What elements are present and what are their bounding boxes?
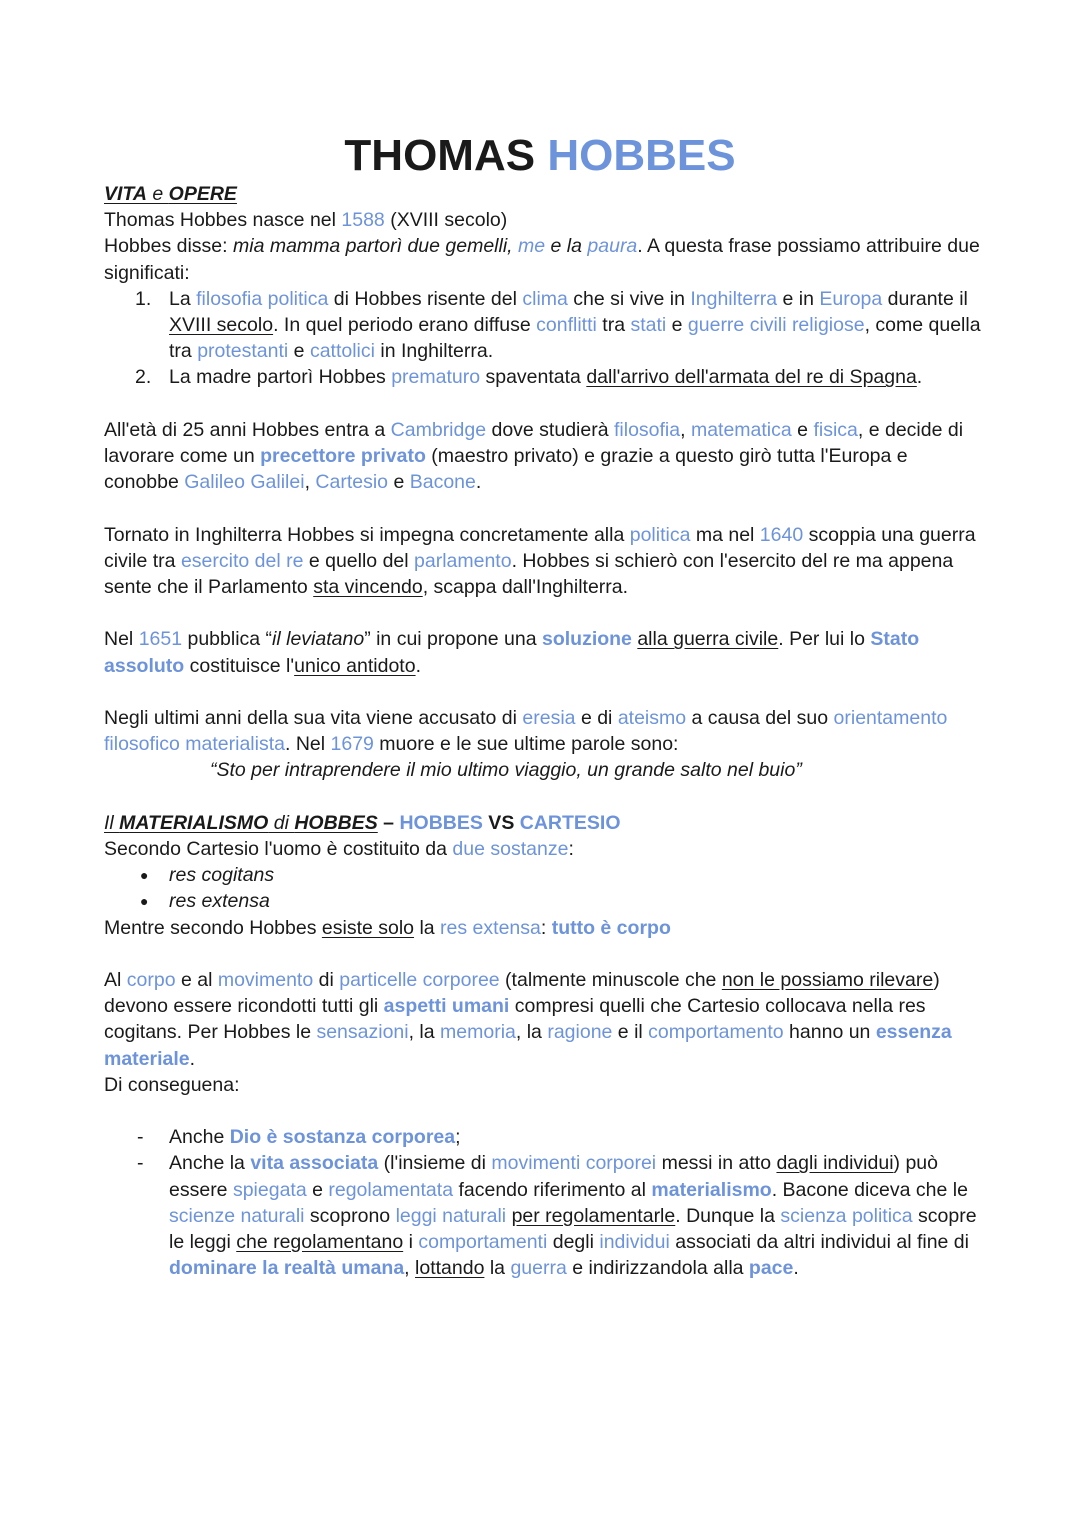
list-marker: 2. <box>135 366 152 389</box>
title-hobbes: HOBBES <box>547 131 736 180</box>
paragraph-birth: Thomas Hobbes nasce nel 1588 (XVIII secolo) <box>104 209 508 232</box>
list-item: ● res extensa <box>104 888 984 914</box>
list-item: 2. La madre partorì Hobbes prematuro spaventata dall'arrivo dell'armata del re di Spagna. <box>104 364 984 390</box>
section-heading-vita-opere: VITA e OPERE <box>104 183 237 205</box>
paragraph-cambridge: All'età di 25 anni Hobbes entra a Cambridge dove studierà filosofia, matematica e fisica, e decide di lavorare come un precettore privato (maestro privato) e grazie a questo girò tutta l'Europa e conobbe Galileo Galilei, Cartesio e Bacone. <box>104 418 964 494</box>
bullet-marker: ● <box>140 893 149 910</box>
paragraph-twins: Hobbes disse: mia mamma partorì due gemelli, me e la paura. A questa frase possiamo attribuire due significati: <box>104 235 980 284</box>
bullet-marker: ● <box>140 867 149 884</box>
dash-marker: - <box>137 1152 144 1175</box>
page-title <box>0 128 1080 184</box>
numbered-list <box>104 286 984 391</box>
list-item: 1. La filosofia politica di Hobbes risente del clima che si vive in Inghilterra e in Europa durante il XVIII secolo. In quel periodo erano diffuse conflitti tra stati e guerre civili religiose, come quella tra protestanti e cattolici in Inghilterra. <box>135 287 981 363</box>
dash-marker: - <box>137 1126 144 1149</box>
bullet-list <box>104 862 984 914</box>
paragraph-cartesio: Secondo Cartesio l'uomo è costituito da due sostanze: <box>104 838 574 860</box>
title-thomas: THOMAS <box>344 131 536 180</box>
paragraph-corpo-movimento: Al corpo e al movimento di particelle corporee (talmente minuscole che non le possiamo rilevare) devono essere ricondotti tutti gli aspetti umani compresi quelli che Cartesio collocava nella res cogitans. Per Hobbes le sensazioni, la memoria, la ragione e il comportamento hanno un essenza materiale. <box>104 969 952 1070</box>
section-heading-materialismo: Il MATERIALISMO di HOBBES – HOBBES VS CARTESIO <box>104 811 621 834</box>
paragraph-civil-war: Tornato in Inghilterra Hobbes si impegna concretamente alla politica ma nel 1640 scoppia una guerra civile tra esercito del re e quello del parlamento. Hobbes si schierò con l'esercito del re ma appena sente che il Parlamento sta vincendo, scappa dall'Inghilterra. <box>104 523 976 599</box>
list-item: ● res cogitans <box>104 862 984 888</box>
paragraph-leviatano: Nel 1651 pubblica “il leviatano” in cui propone una soluzione alla guerra civile. Per lui lo Stato assoluto costituisce l'unico antidoto. <box>104 628 920 677</box>
paragraph-di-conseguena: Di conseguena: <box>104 1073 240 1096</box>
paragraph-last-years: Negli ultimi anni della sua vita viene accusato di eresia e di ateismo a causa del suo orientamento filosofico materialista. Nel 1679 muore e le sue ultime parole sono: <box>104 707 948 756</box>
list-marker: 1. <box>135 287 152 310</box>
last-words-quote: “Sto per intraprendere il mio ultimo viaggio, un grande salto nel buio” <box>210 759 802 782</box>
paragraph-res-extensa: Mentre secondo Hobbes esiste solo la res extensa: tutto è corpo <box>104 916 671 939</box>
list-item: - Anche la vita associata (l'insieme di movimenti corporei messi in atto dagli individui) può essere spiegata e regolamentata facendo riferimento al materialismo. Bacone diceva che le scienze naturali scoprono leggi naturali per regolamentarle. Dunque la scienza politica scopre le leggi che regolamentano i comportamenti degli individui associati da altri individui al fine di dominare la realtà umana, lottando la guerra e indirizzandola alla pace. <box>137 1152 977 1280</box>
list-item: - Anche Dio è sostanza corporea; <box>104 1124 984 1150</box>
document-body <box>104 181 984 1281</box>
dash-list <box>104 1124 984 1281</box>
